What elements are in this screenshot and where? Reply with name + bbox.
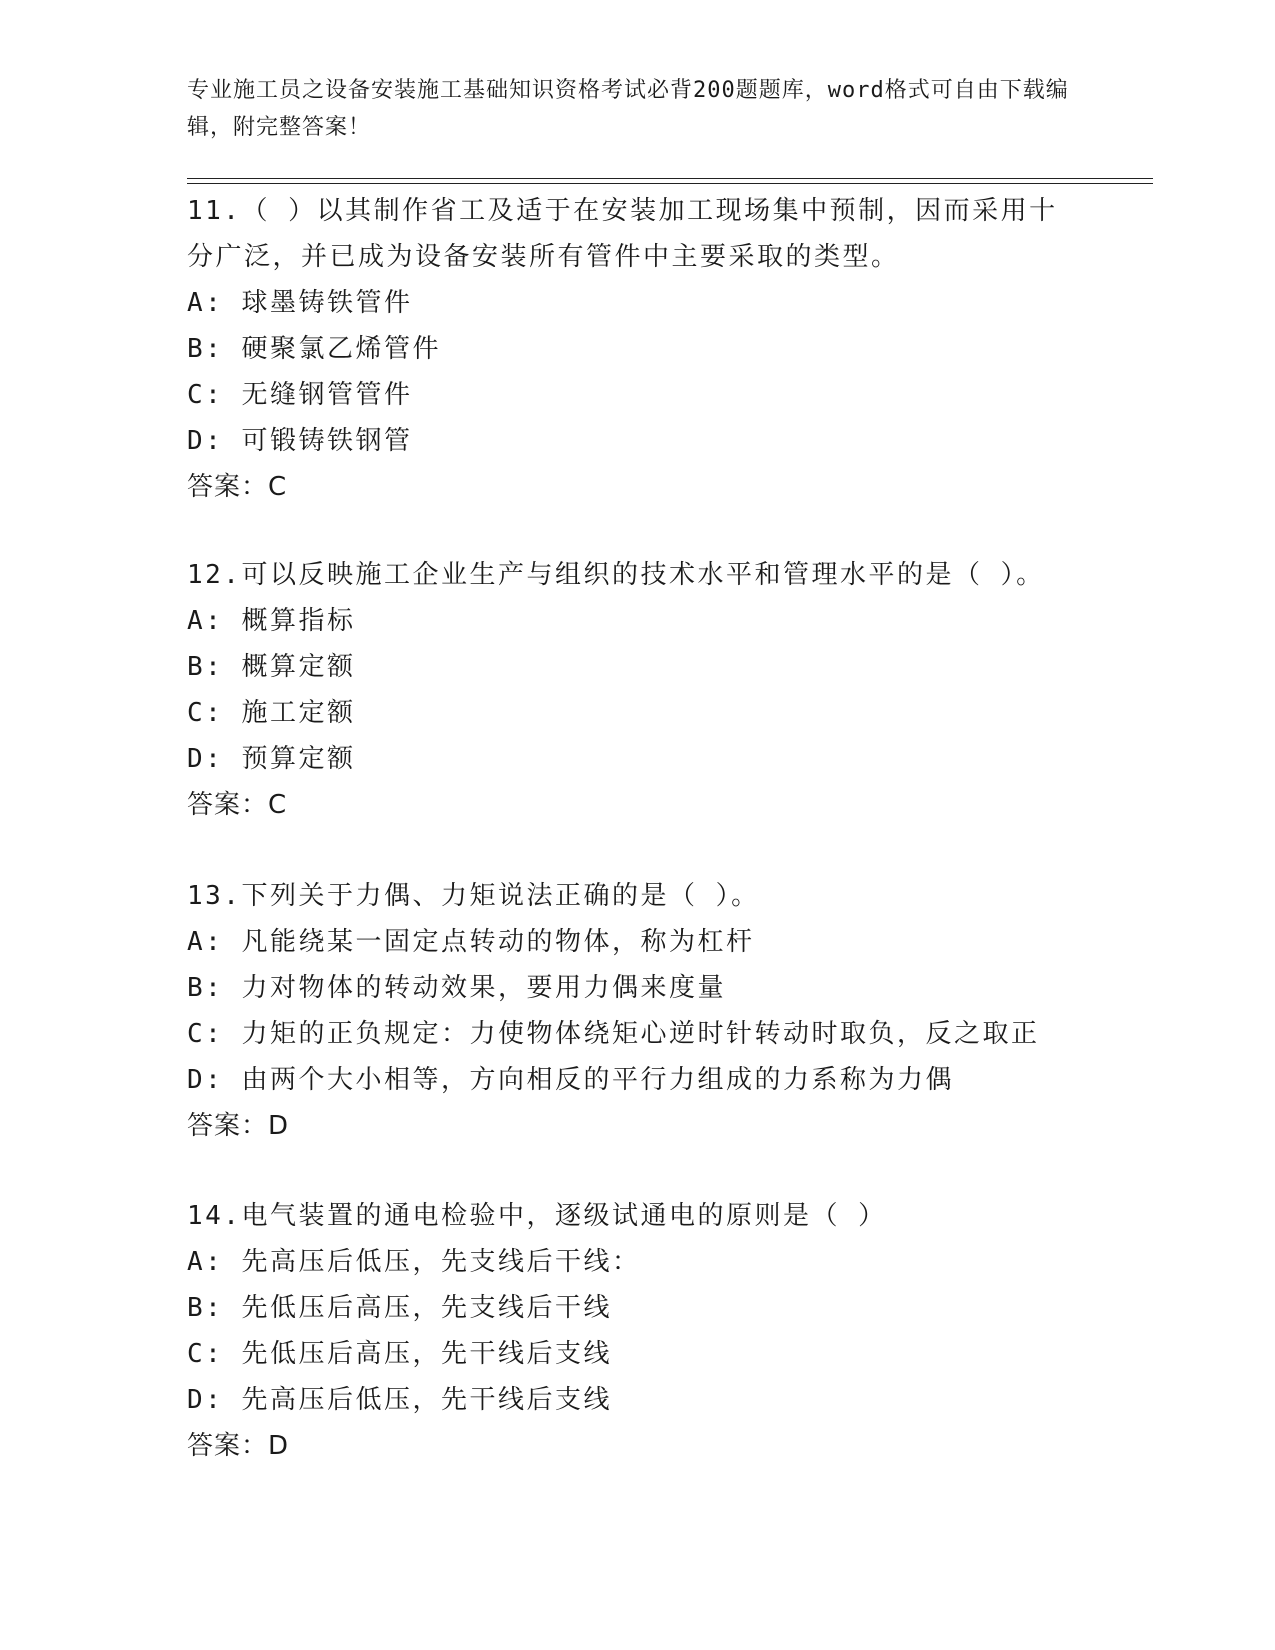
option-b: B: 力对物体的转动效果，要用力偶来度量 [187, 973, 726, 1003]
option-a: A: 先高压后低压，先支线后干线： [187, 1247, 641, 1277]
question-text: 11.（ ）以其制作省工及适于在安装加工现场集中预制，因而采用十分广泛，并已成为设备安装所有管件中主要采取的类型。 [187, 196, 1058, 272]
question-text: 13.下列关于力偶、力矩说法正确的是（ ）。 [187, 881, 760, 911]
option-d: D: 先高压后低压，先干线后支线 [187, 1385, 612, 1415]
option-c: C: 先低压后高压，先干线后支线 [187, 1339, 612, 1369]
answer-line: 答案：D [187, 1111, 290, 1141]
option-a: A: 凡能绕某一固定点转动的物体，称为杠杆 [187, 927, 755, 957]
option-d: D: 由两个大小相等，方向相反的平行力组成的力系称为力偶 [187, 1065, 954, 1095]
question-block [187, 873, 1067, 1149]
option-d: D: 预算定额 [187, 744, 356, 774]
option-b: B: 概算定额 [187, 652, 356, 682]
option-c: C: 无缝钢管管件 [187, 380, 413, 410]
option-d: D: 可锻铸铁钢管 [187, 426, 413, 456]
question-text: 14.电气装置的通电检验中，逐级试通电的原则是（ ） [187, 1201, 887, 1231]
question-block [187, 1193, 1067, 1469]
header-divider-top [187, 178, 1153, 179]
option-a: A: 概算指标 [187, 606, 356, 636]
option-c: C: 力矩的正负规定：力使物体绕矩心逆时针转动时取负，反之取正 [187, 1019, 1040, 1049]
document-header: 专业施工员之设备安装施工基础知识资格考试必背200题题库，word格式可自由下载编辑，附完整答案！ [187, 78, 1069, 140]
option-b: B: 硬聚氯乙烯管件 [187, 334, 441, 364]
question-text: 12.可以反映施工企业生产与组织的技术水平和管理水平的是（ ）。 [187, 560, 1045, 590]
option-a: A: 球墨铸铁管件 [187, 288, 413, 318]
question-block [187, 188, 1067, 510]
question-block [187, 552, 1067, 828]
answer-line: 答案：C [187, 790, 288, 820]
header-divider-bottom [187, 183, 1153, 184]
option-c: C: 施工定额 [187, 698, 356, 728]
answer-line: 答案：C [187, 472, 288, 502]
option-b: B: 先低压后高压，先支线后干线 [187, 1293, 612, 1323]
answer-line: 答案：D [187, 1431, 290, 1461]
